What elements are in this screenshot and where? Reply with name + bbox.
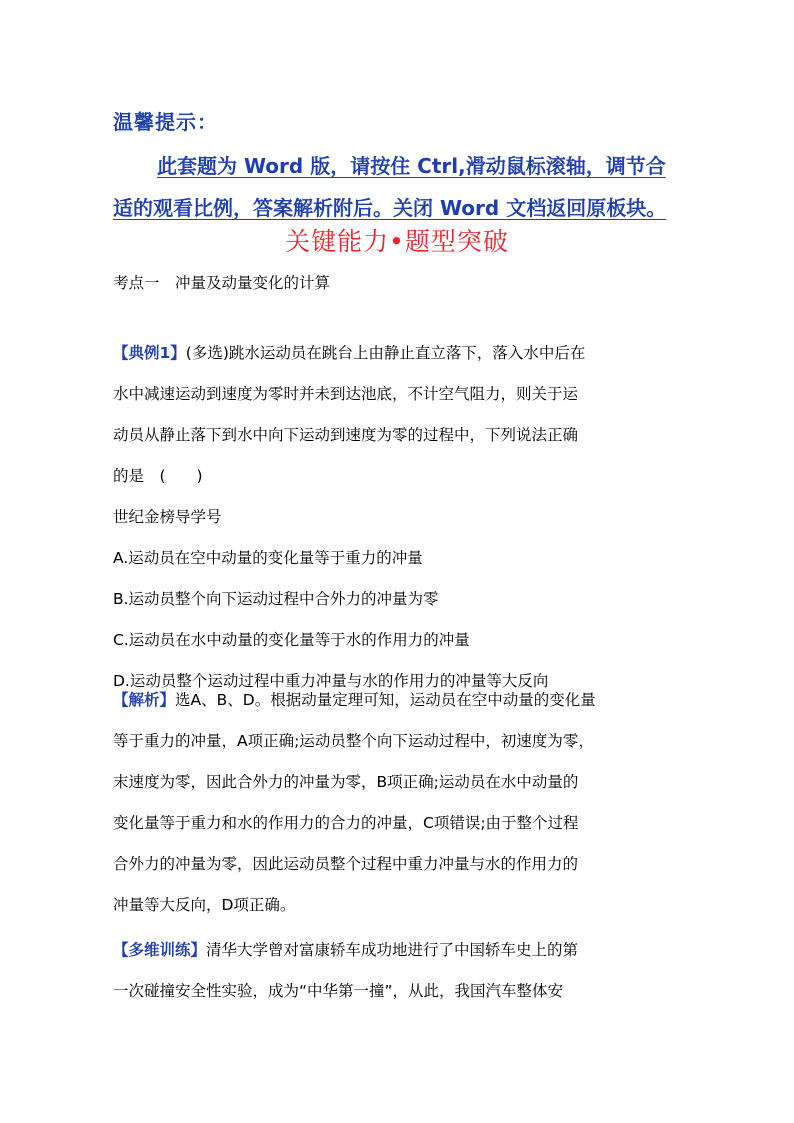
example-source: 世纪金榜导学号 (113, 508, 222, 526)
option-a: A.运动员在空中动量的变化量等于重力的冲量 (113, 549, 423, 567)
training-line-1 (113, 930, 693, 971)
topic-heading (113, 263, 693, 304)
section-heading: 关键能力•题型突破 (285, 227, 509, 256)
analysis-line-6: 冲量等大反向，D项正确。 (113, 896, 296, 914)
analysis-text-1: 选A、B、D。根据动量定理可知，运动员在空中动量的变化量 (175, 691, 596, 709)
topic-line: 考点一 冲量及动量变化的计算 (113, 274, 331, 292)
training-line-2: 一次碰撞安全性实验，成为“中华第一撞”，从此，我国汽车整体安 (113, 982, 564, 1000)
example-block (113, 333, 693, 702)
example-text-1: (多选)跳水运动员在跳台上由静止直立落下，落入水中后在 (185, 344, 586, 362)
option-b: B.运动员整个向下运动过程中合外力的冲量为零 (113, 590, 439, 608)
example-line-1 (113, 333, 693, 374)
training-text-1: 清华大学曾对富康轿车成功地进行了中国轿车史上的第 (206, 941, 579, 959)
analysis-line-5: 合外力的冲量为零，因此运动员整个过程中重力冲量与水的作用力的 (113, 855, 579, 873)
tip-body (113, 145, 703, 229)
option-d: D.运动员整个运动过程中重力冲量与水的作用力的冲量等大反向 (113, 672, 549, 690)
option-c: C.运动员在水中动量的变化量等于水的作用力的冲量 (113, 631, 470, 649)
training-label: 【多维训练】 (113, 941, 207, 959)
analysis-line-1 (113, 680, 693, 721)
example-line-2: 水中减速运动到速度为零时并未到达池底，不计空气阻力，则关于运 (113, 385, 579, 403)
tip-line-1: 此套题为 Word 版，请按住 Ctrl,滑动鼠标滚轴，调节合 (157, 154, 666, 178)
example-line-4: 的是 ( ) (113, 467, 203, 485)
example-line-3: 动员从静止落下到水中向下运动到速度为零的过程中，下列说法正确 (113, 426, 579, 444)
analysis-line-4: 变化量等于重力和水的作用力的合力的冲量，C项错误;由于整个过程 (113, 814, 579, 832)
analysis-line-3: 末速度为零，因此合外力的冲量为零，B项正确;运动员在水中动量的 (113, 773, 579, 791)
analysis-label: 【解析】 (113, 691, 176, 709)
tip-line-2: 适的观看比例，答案解析附后。关闭 Word 文档返回原板块。 (113, 196, 667, 220)
training-block (113, 930, 693, 1012)
analysis-block (113, 680, 693, 926)
analysis-line-2: 等于重力的冲量，A项正确;运动员整个向下运动过程中，初速度为零， (113, 732, 594, 750)
tip-title: 温馨提示： (113, 110, 218, 134)
example-label: 【典例1】 (113, 344, 186, 362)
